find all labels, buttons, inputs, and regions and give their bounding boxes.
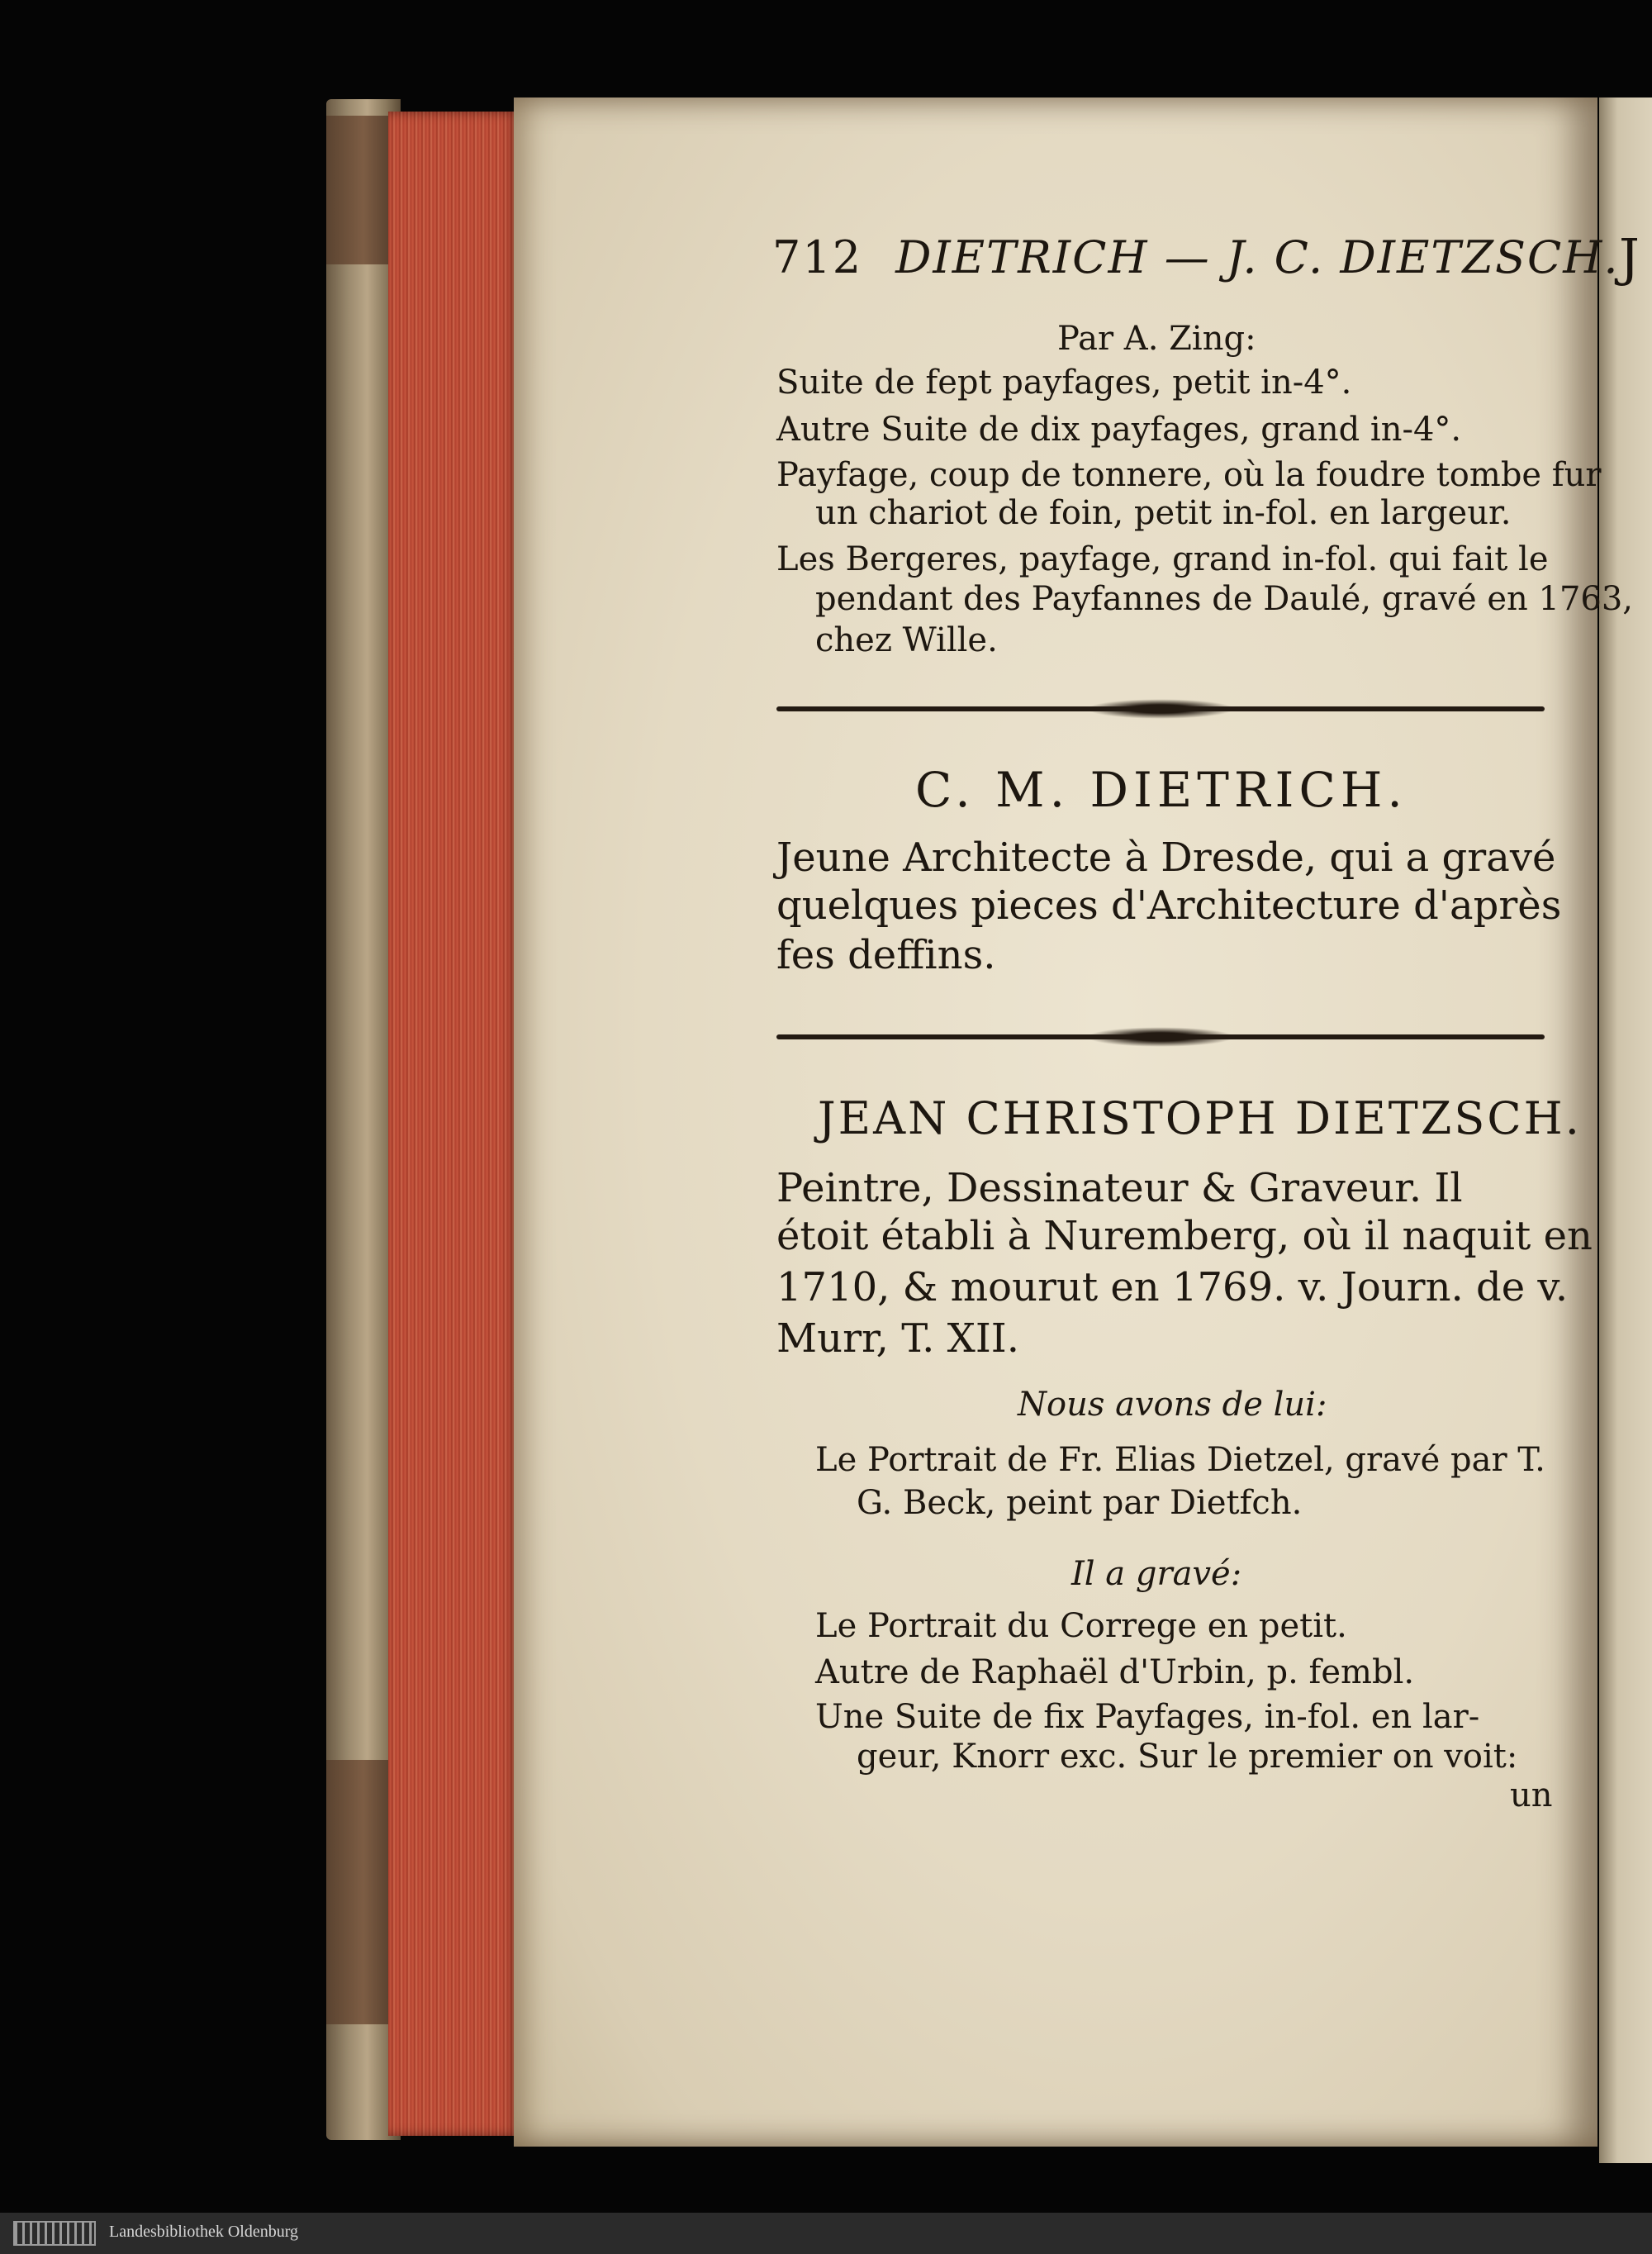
section3-line-3: 1710, & mourut en 1769. v. Journ. de v. (776, 1264, 1569, 1310)
section1-item-4-line-1: Les Bergeres, payfage, grand in-fol. qui fait le (776, 540, 1549, 578)
running-head-title: DIETRICH — J. C. DIETZSCH. (895, 231, 1620, 283)
catchword: un (1510, 1776, 1553, 1814)
section2-line-1: Jeune Architecte à Dresde, qui a gravé (776, 835, 1556, 881)
work-item-2: Autre de Raphaël d'Urbin, p. fembl. (815, 1653, 1415, 1691)
ornamental-divider-1 (776, 699, 1545, 719)
page-number: 712 (772, 231, 863, 283)
section3-subhead-2: Il a gravé: (1071, 1555, 1242, 1593)
work-item-3-line-1: Une Suite de fix Payfages, in-fol. en lar- (815, 1698, 1480, 1736)
page-edges (388, 112, 520, 2136)
section3-line-4: Murr, T. XII. (776, 1315, 1020, 1362)
section3-subhead-1: Nous avons de lui: (1018, 1386, 1327, 1424)
section1-item-4-line-2: pendant des Payfannes de Daulé, gravé en 1763, (815, 580, 1633, 618)
library-building-icon (13, 2221, 96, 2246)
section3-line-2: étoit établi à Nuremberg, où il naquit en (776, 1213, 1593, 1259)
section1-item-3-line-2: un chariot de foin, petit in-fol. en largeur. (815, 494, 1512, 532)
section1-item-4-line-3: chez Wille. (815, 621, 998, 659)
facing-page (1599, 97, 1652, 2163)
divider-ornament-icon (1086, 1027, 1235, 1047)
section2-line-2: quelques pieces d'Architecture d'après (776, 882, 1562, 929)
footer-label: Landesbibliothek Oldenburg (109, 2223, 299, 2241)
portrait-line-1: Le Portrait de Fr. Elias Dietzel, gravé par T. (815, 1441, 1545, 1479)
section2-line-3: fes deffins. (776, 932, 996, 978)
section1-item-2: Autre Suite de dix payfages, grand in-4°. (776, 411, 1462, 449)
section1-item-3-line-1: Payfage, coup de tonnere, où la foudre tombe fur (776, 456, 1602, 494)
running-head (772, 231, 1620, 283)
work-item-3-line-2: geur, Knorr exc. Sur le premier on voit: (857, 1738, 1518, 1776)
section1-item-1: Suite de fept payfages, petit in-4°. (776, 364, 1352, 402)
section3-line-1: Peintre, Dessinateur & Graveur. Il (776, 1165, 1463, 1211)
work-item-1: Le Portrait du Correge en petit. (815, 1607, 1347, 1645)
facing-page-letter: J (1619, 227, 1640, 288)
section1-byline: Par A. Zing: (1057, 320, 1256, 358)
divider-ornament-icon (1086, 699, 1235, 719)
ornamental-divider-2 (776, 1027, 1545, 1047)
section2-heading: C. M. DIETRICH. (915, 762, 1408, 818)
portrait-line-2: G. Beck, peint par Dietfch. (857, 1484, 1303, 1522)
section3-heading: JEAN CHRISTOPH DIETZSCH. (818, 1092, 1582, 1144)
